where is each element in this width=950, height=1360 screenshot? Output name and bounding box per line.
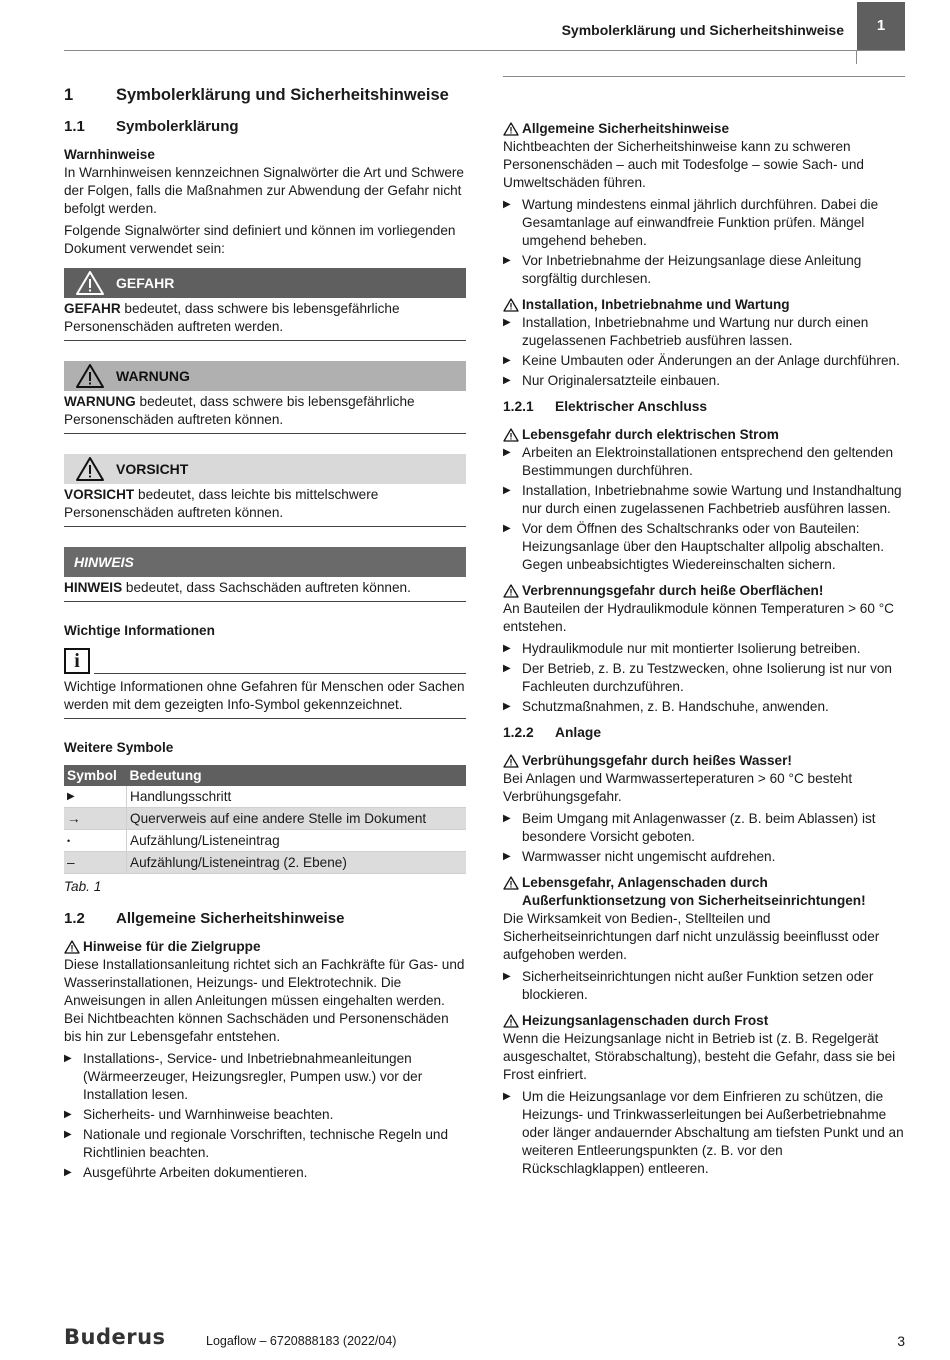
signal-label: GEFAHR	[116, 275, 175, 291]
list-item: ▶ Installations-, Service- und Inbetriebnahmeanleitungen (Wärmeerzeuger, Heizungsregler, Pumpen usw.) vor der Installation lesen.	[64, 1050, 466, 1104]
table-cell-meaning: Querverweis auf eine andere Stelle im Dokument	[127, 808, 467, 830]
table-header-symbol: Symbol	[64, 765, 127, 786]
symbols-table	[64, 765, 466, 874]
list-item: ▶ Vor Inbetriebnahme der Heizungsanlage diese Anleitung sorgfältig durchlesen.	[503, 252, 905, 288]
signal-gefahr-text	[64, 298, 466, 341]
right-column	[503, 120, 905, 1180]
frost-paragraph: Wenn die Heizungsanlage nicht in Betrieb ist (z. B. Regelgerät ausgeschaltet, Störabschaltung), besteht die Gefahr, dass sie bei Frost einfriert.	[503, 1031, 896, 1082]
warning-heading-text: Lebensgefahr durch elektrischen Strom	[522, 427, 779, 442]
scald-list	[503, 810, 905, 866]
signal-label: HINWEIS	[74, 554, 134, 570]
warnhinweise-heading: Warnhinweise	[64, 147, 155, 162]
target-group-heading	[64, 938, 466, 956]
list-item: ▶ Sicherheits- und Warnhinweise beachten.	[64, 1106, 466, 1124]
scald-paragraph: Bei Anlagen und Warmwasserteperaturen > 60 °C besteht Verbrühungsgefahr.	[503, 771, 853, 804]
frost-heading	[503, 1012, 905, 1030]
heading-number: 1.2.2	[503, 725, 534, 740]
signal-word: WARNUNG	[64, 394, 136, 409]
page-number: 3	[897, 1333, 905, 1349]
heading-number: 1.2	[64, 910, 85, 927]
table-header-meaning: Bedeutung	[127, 765, 467, 786]
list-item: ▶ Arbeiten an Elektroinstallationen entsprechend den geltenden Bestimmungen durchführen.	[503, 444, 905, 480]
warning-triangle-icon	[503, 876, 519, 890]
table-row	[64, 830, 466, 852]
table-cell-meaning: Handlungsschritt	[127, 786, 467, 808]
list-item: ▶ Warmwasser nicht ungemischt aufdrehen.	[503, 848, 905, 866]
warning-triangle-icon	[68, 363, 112, 389]
running-header-title: Symbolerklärung und Sicherheitshinweise	[561, 22, 844, 38]
warning-triangle-icon	[503, 584, 519, 598]
signal-label: WARNUNG	[116, 368, 190, 384]
heading-text: Allgemeine Sicherheitshinweise	[116, 910, 345, 927]
heading-1-1	[64, 118, 466, 136]
signal-label: VORSICHT	[116, 461, 189, 477]
info-symbol-row	[64, 648, 466, 674]
header-rule	[64, 50, 857, 51]
table-cell-symbol: –	[64, 852, 127, 874]
signal-word: HINWEIS	[64, 580, 123, 595]
warnhinweise-paragraph-2: Folgende Signalwörter sind definiert und können im vorliegenden Dokument verwendet sein:	[64, 223, 456, 256]
burn-heading	[503, 582, 905, 600]
heading-number: 1	[64, 86, 74, 104]
list-item: ▶ Beim Umgang mit Anlagenwasser (z. B. beim Ablassen) ist besondere Vorsicht geboten.	[503, 810, 905, 846]
warning-heading-text: Heizungsanlagenschaden durch Frost	[522, 1013, 769, 1028]
burn-paragraph: An Bauteilen der Hydraulikmodule können Temperaturen > 60 °C entstehen.	[503, 601, 894, 634]
left-column	[64, 84, 466, 1184]
warning-triangle-icon	[503, 754, 519, 768]
info-heading: Wichtige Informationen	[64, 623, 215, 638]
safety-devices-list	[503, 968, 905, 1004]
warning-triangle-icon	[503, 298, 519, 312]
heading-text: Anlage	[555, 725, 601, 740]
signal-description: bedeutet, dass leichte bis mittelschwere Personenschäden auftreten können.	[64, 487, 379, 520]
safety-devices-paragraph: Die Wirksamkeit von Bedien-, Stellteilen und Sicherheitseinrichtungen darf nicht unzulässig beeinflusst oder aufgehoben werden.	[503, 911, 880, 962]
list-item: ▶ Vor dem Öffnen des Schaltschranks oder von Bauteilen: Heizungsanlage über den Hauptschalter allpolig abschalten. Gegen unbeabsichtigtes Wiedereinschalten sichern.	[503, 520, 905, 574]
list-item: ▶ Wartung mindestens einmal jährlich durchführen. Dabei die Gesamtanlage auf einwandfreie Funktion prüfen. Mängel umgehend beheben.	[503, 196, 905, 250]
list-item: ▶ Um die Heizungsanlage vor dem Einfrieren zu schützen, die Heizungs- und Trinkwasserleitungen bei Außerbetriebnahme oder länger andauernder Abschaltung am tiefsten Punkt und an weiteren Entleerungspunkten (z. B. vor den Rückschlagklappen) entleeren.	[503, 1088, 905, 1178]
list-item: ▶ Nur Originalersatzteile einbauen.	[503, 372, 905, 390]
list-item: ▶ Sicherheitseinrichtungen nicht außer Funktion setzen oder blockieren.	[503, 968, 905, 1004]
warning-heading-text: Hinweise für die Zielgruppe	[83, 939, 261, 954]
installation-heading	[503, 296, 905, 314]
heading-1-2-1	[503, 398, 905, 416]
warning-triangle-icon	[503, 428, 519, 442]
heading-1-2-2	[503, 724, 905, 742]
warning-triangle-icon	[503, 1014, 519, 1028]
general-safety-list	[503, 196, 905, 288]
warning-heading-text: Verbrennungsgefahr durch heiße Oberflächen!	[522, 583, 824, 598]
footer-document-id: Logaflow – 6720888183 (2022/04)	[206, 1334, 397, 1348]
table-cell-symbol: →	[64, 808, 127, 830]
signal-word: VORSICHT	[64, 487, 135, 502]
warning-heading-text: Allgemeine Sicherheitshinweise	[522, 121, 729, 136]
heading-1	[64, 86, 466, 104]
heading-text: Elektrischer Anschluss	[555, 399, 708, 414]
electric-heading	[503, 426, 905, 444]
list-item: ▶ Ausgeführte Arbeiten dokumentieren.	[64, 1164, 466, 1182]
info-rule	[94, 673, 466, 674]
buderus-logo: Buderus	[64, 1325, 166, 1349]
target-group-paragraph: Diese Installationsanleitung richtet sich an Fachkräfte für Gas- und Wasserinstallationen, Heizungs- und Elektrotechnik. Die Anweisungen in allen Anleitungen müssen eingehalten werden. Bei Nichtbeachten können Sachschäden und Personenschäden bis hin zur Lebensgefahr entstehen.	[64, 957, 465, 1044]
general-safety-paragraph: Nichtbeachten der Sicherheitshinweise kann zu schweren Personenschäden – auch mit Todesfolge – sowie Sach- und Umweltschäden führen.	[503, 139, 864, 190]
table-row	[64, 786, 466, 808]
table-cell-symbol: •	[64, 830, 127, 852]
header-rule-right	[503, 76, 905, 77]
heading-text: Symbolerklärung	[116, 118, 239, 135]
safety-devices-heading	[503, 874, 905, 910]
signal-vorsicht-text	[64, 484, 466, 527]
warning-heading-text: Verbrühungsgefahr durch heißes Wasser!	[522, 753, 792, 768]
heading-number: 1.1	[64, 118, 85, 135]
chapter-tab: 1	[857, 2, 905, 50]
warning-triangle-icon	[64, 940, 80, 954]
header-tick	[856, 50, 857, 64]
table-row	[64, 808, 466, 830]
warning-triangle-icon	[68, 270, 112, 296]
list-item: ▶ Installation, Inbetriebnahme sowie Wartung und Instandhaltung nur durch einen zugelassenen Fachbetrieb ausführen lassen.	[503, 482, 905, 518]
table-cell-symbol: ▶	[64, 786, 127, 808]
more-symbols-heading: Weitere Symbole	[64, 740, 174, 755]
warning-heading-text: Lebensgefahr, Anlagenschaden durch Außerfunktionsetzung von Sicherheitseinrichtungen!	[522, 875, 866, 908]
signal-description: bedeutet, dass Sachschäden auftreten können.	[122, 580, 411, 595]
table-cell-meaning: Aufzählung/Listeneintrag	[127, 830, 467, 852]
signal-vorsicht-bar	[64, 454, 466, 484]
list-item: ▶ Der Betrieb, z. B. zu Testzwecken, ohne Isolierung ist nur von Fachleuten durchzuführen.	[503, 660, 905, 696]
signal-hinweis-text	[64, 577, 466, 602]
heading-text: Symbolerklärung und Sicherheitshinweise	[116, 86, 449, 104]
signal-warnung-bar	[64, 361, 466, 391]
list-item: ▶ Keine Umbauten oder Änderungen an der Anlage durchführen.	[503, 352, 905, 370]
list-item: ▶ Hydraulikmodule nur mit montierter Isolierung betreiben.	[503, 640, 905, 658]
burn-list	[503, 640, 905, 716]
installation-list	[503, 314, 905, 390]
heading-number: 1.2.1	[503, 399, 534, 414]
table-row	[64, 852, 466, 874]
signal-hinweis-bar	[64, 547, 466, 577]
frost-list	[503, 1088, 905, 1178]
signal-description: bedeutet, dass schwere bis lebensgefährliche Personenschäden auftreten werden.	[64, 301, 400, 334]
warning-heading-text: Installation, Inbetriebnahme und Wartung	[522, 297, 790, 312]
signal-word: GEFAHR	[64, 301, 121, 316]
general-safety-heading	[503, 120, 905, 138]
signal-description: bedeutet, dass schwere bis lebensgefährliche Personenschäden auftreten können.	[64, 394, 415, 427]
list-item: ▶ Schutzmaßnahmen, z. B. Handschuhe, anwenden.	[503, 698, 905, 716]
signal-warnung-text	[64, 391, 466, 434]
table-cell-meaning: Aufzählung/Listeneintrag (2. Ebene)	[127, 852, 467, 874]
warnhinweise-paragraph-1: In Warnhinweisen kennzeichnen Signalwörter die Art und Schwere der Folgen, falls die Maßnahmen zur Abwendung der Gefahr nicht befolgt werden.	[64, 165, 464, 216]
scald-heading	[503, 752, 905, 770]
electric-list	[503, 444, 905, 574]
header-rule-tab	[857, 50, 905, 51]
signal-gefahr-bar	[64, 268, 466, 298]
list-item: ▶ Installation, Inbetriebnahme und Wartung nur durch einen zugelassenen Fachbetrieb ausführen lassen.	[503, 314, 905, 350]
info-text: Wichtige Informationen ohne Gefahren für Menschen oder Sachen werden mit dem gezeigten Info-Symbol gekennzeichnet.	[64, 674, 466, 719]
target-group-list	[64, 1050, 466, 1182]
list-item: ▶ Nationale und regionale Vorschriften, technische Regeln und Richtlinien beachten.	[64, 1126, 466, 1162]
warning-triangle-icon	[68, 456, 112, 482]
warning-triangle-icon	[503, 122, 519, 136]
table-caption: Tab. 1	[64, 879, 102, 894]
info-icon: i	[64, 648, 90, 674]
heading-1-2	[64, 910, 466, 928]
